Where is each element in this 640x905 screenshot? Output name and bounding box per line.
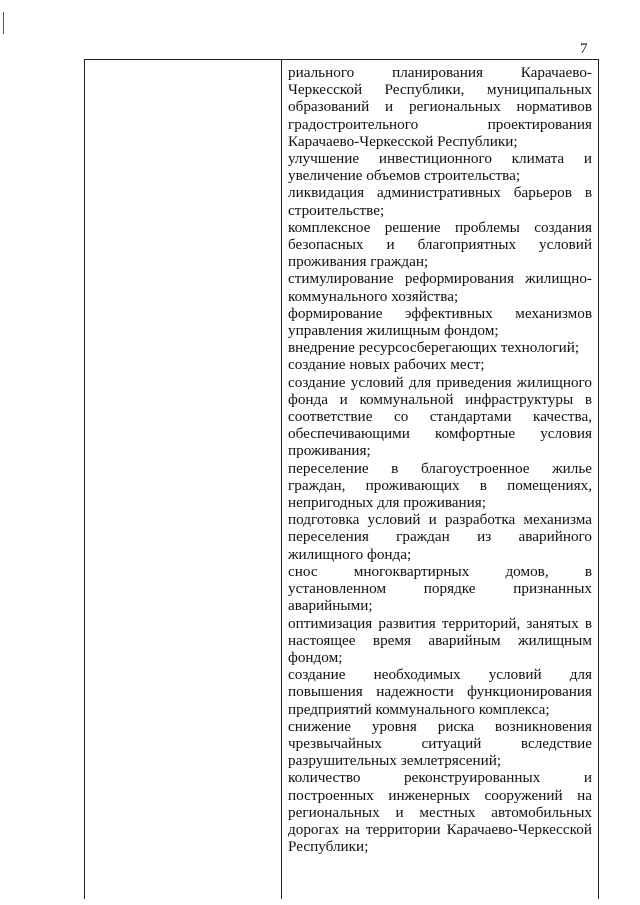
program-table [84, 59, 599, 899]
list-item: улучшение инвестиционного климата и увеличение объемов строительства; [288, 150, 592, 185]
list-item: создание условий для приведения жилищного фонда и коммунальной инфраструктуры в соответствие со стандартами качества, обеспечивающими комфортные условия проживания; [288, 373, 592, 460]
table-right-cell [288, 64, 592, 855]
list-item: формирование эффективных механизмов управления жилищным фондом; [288, 304, 592, 340]
list-item: стимулирование реформирования жилищно-коммунального хозяйства; [288, 270, 592, 305]
list-item: переселение в благоустроенное жилье граждан, проживающих в помещениях, непригодных для проживания; [288, 459, 592, 512]
page-edge-mark [3, 12, 4, 34]
list-item: комплексное решение проблемы создания безопасных и благоприятных условий проживания граждан; [288, 218, 592, 271]
list-item: риального планирования Карачаево-Черкесской Республики, муниципальных образований и региональных нормативов градостроительного проектирования Карачаево-Черкесской Республики; [288, 64, 592, 150]
list-item: снижение уровня риска возникновения чрезвычайных ситуаций вследствие разрушительных землетрясений; [288, 717, 592, 770]
list-item: создание новых рабочих мест; [288, 356, 485, 374]
list-item: снос многоквартирных домов, в установленном порядке признанных аварийными; [288, 562, 592, 615]
list-item: ликвидация административных барьеров в строительстве; [288, 184, 592, 219]
list-item: количество реконструированных и построенных инженерных сооружений на региональных и местных автомобильных дорогах на территории Карачаево-Черкесской Республики; [288, 769, 592, 856]
list-item: внедрение ресурсосберегающих технологий; [288, 339, 580, 357]
table-column-divider [281, 60, 282, 899]
page-number: 7 [580, 41, 588, 57]
list-item: подготовка условий и разработка механизма переселения граждан из аварийного жилищного фонда; [288, 511, 592, 563]
list-item: оптимизация развития территорий, занятых в настоящее время аварийным жилищным фондом; [288, 614, 592, 666]
list-item: создание необходимых условий для повышения надежности функционирования предприятий коммунального комплекса; [288, 666, 592, 718]
table-left-cell [85, 60, 281, 899]
